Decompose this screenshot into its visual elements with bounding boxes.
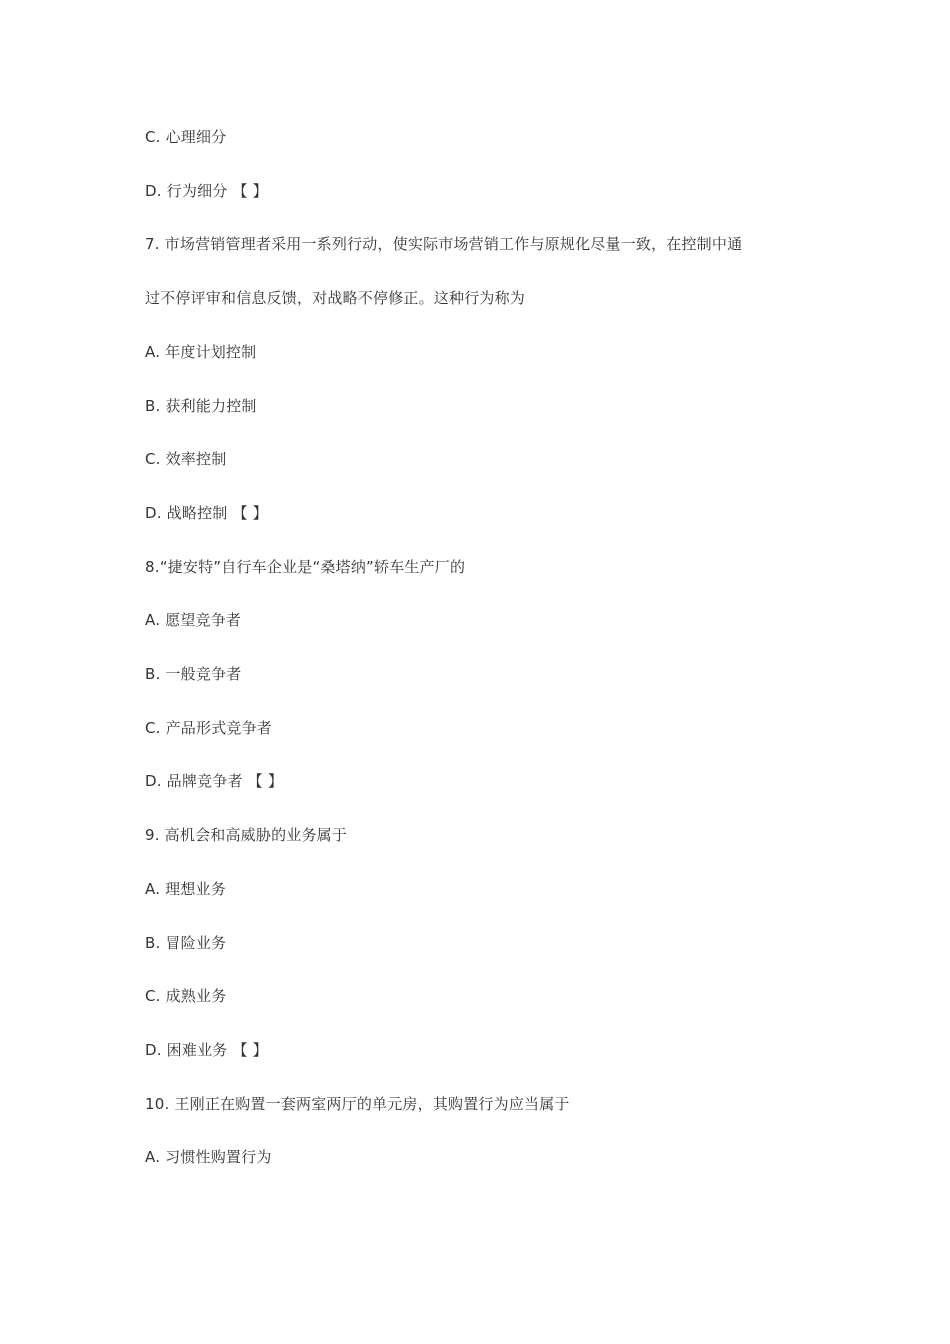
question-10: 10. 王刚正在购置一套两室两厅的单元房，其购置行为应当属于 [145, 1095, 570, 1113]
question-8: 8.“捷安特”自行车企业是“桑塔纳”轿车生产厂的 [145, 558, 466, 576]
option-a-q10: A. 习惯性购置行为 [145, 1148, 272, 1166]
option-b-q9: B. 冒险业务 [145, 934, 227, 952]
option-c-q9: C. 成熟业务 [145, 987, 227, 1005]
option-b-q7: B. 获利能力控制 [145, 397, 257, 415]
question-9: 9. 高机会和高威胁的业务属于 [145, 826, 348, 844]
option-d-q7: D. 战略控制 【 】 [145, 504, 268, 522]
option-d-q9: D. 困难业务 【 】 [145, 1041, 268, 1059]
question-7-line-2: 过不停评审和信息反馈，对战略不停修正。这种行为称为 [145, 289, 526, 307]
option-d-q8: D. 品牌竞争者 【 】 [145, 772, 284, 790]
option-a-q8: A. 愿望竞争者 [145, 611, 242, 629]
option-d-q6: D. 行为细分 【 】 [145, 182, 268, 200]
option-c-q6: C. 心理细分 [145, 128, 227, 146]
option-a-q9: A. 理想业务 [145, 880, 226, 898]
option-a-q7: A. 年度计划控制 [145, 343, 257, 361]
option-c-q7: C. 效率控制 [145, 450, 227, 468]
option-c-q8: C. 产品形式竞争者 [145, 719, 273, 737]
question-7-line-1: 7. 市场营销管理者采用一系列行动，使实际市场营销工作与原规化尽量一致，在控制中通 [145, 235, 743, 253]
option-b-q8: B. 一般竞争者 [145, 665, 242, 683]
